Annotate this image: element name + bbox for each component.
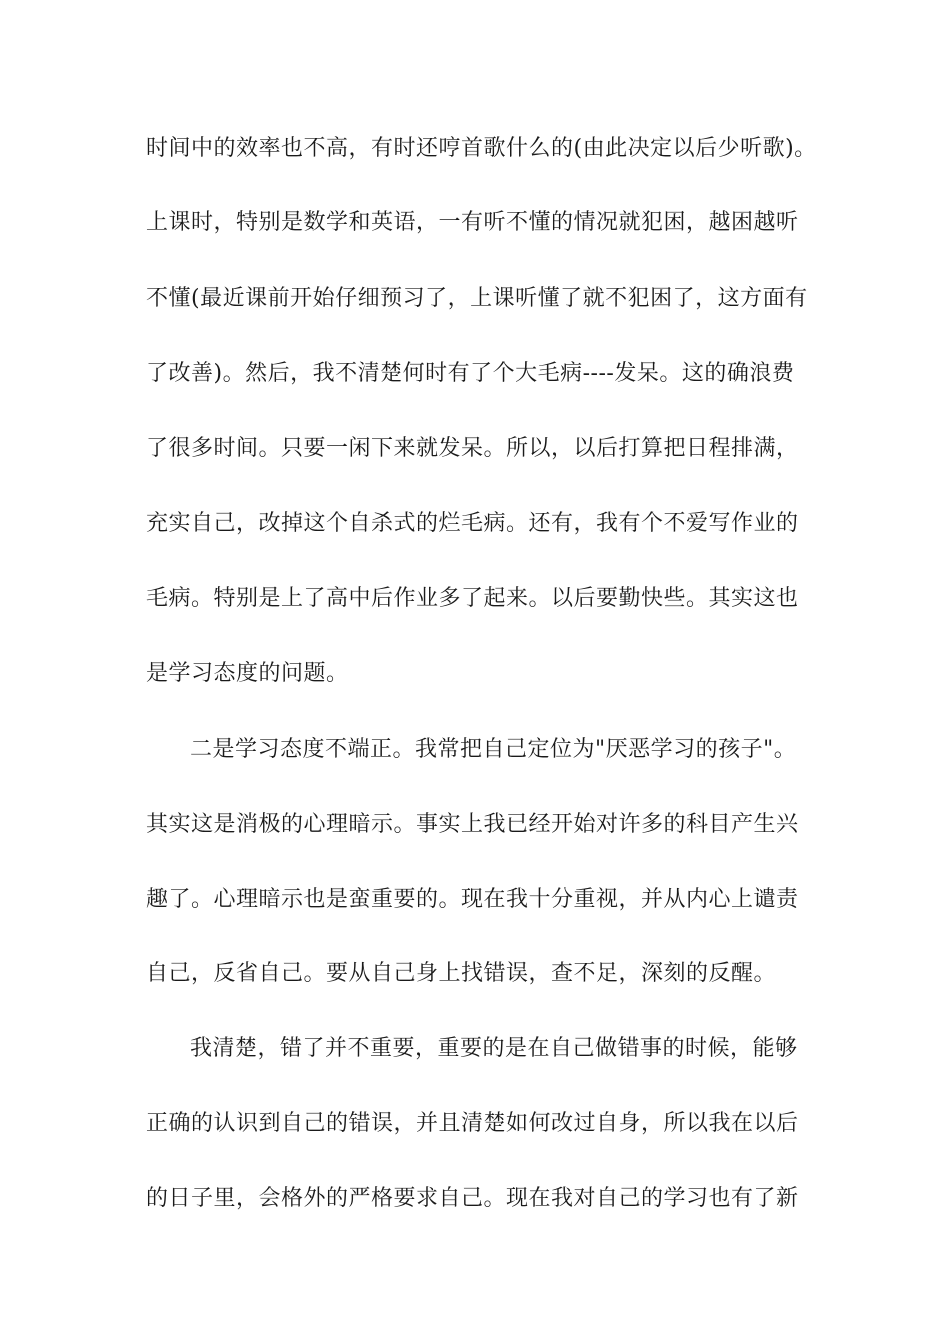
text-line: 上课时，特别是数学和英语，一有听不懂的情况就犯困，越困越听 bbox=[146, 210, 799, 235]
text-line: 了很多时间。只要一闲下来就发呆。所以，以后打算把日程排满， bbox=[146, 436, 799, 461]
text-line: 是学习态度的问题。 bbox=[146, 661, 349, 686]
text-line: 不懂(最近课前开始仔细预习了，上课听懂了就不犯困了，这方面有 bbox=[146, 286, 808, 311]
paragraph-start-line: 二是学习态度不端正。我常把自己定位为"厌恶学习的孩子"。 bbox=[190, 737, 797, 762]
text-line: 毛病。特别是上了高中后作业多了起来。以后要勤快些。其实这也 bbox=[146, 586, 799, 611]
text-line: 的日子里，会格外的严格要求自己。现在我对自己的学习也有了新 bbox=[146, 1186, 799, 1211]
text-line: 正确的认识到自己的错误，并且清楚如何改过自身，所以我在以后 bbox=[146, 1111, 799, 1136]
text-line: 充实自己，改掉这个自杀式的烂毛病。还有，我有个不爱写作业的 bbox=[146, 511, 799, 536]
text-line: 了改善)。然后，我不清楚何时有了个大毛病----发呆。这的确浪费 bbox=[146, 361, 795, 386]
paragraph-start-line: 我清楚，错了并不重要，重要的是在自己做错事的时候，能够 bbox=[190, 1036, 798, 1061]
text-line: 趣了。心理暗示也是蛮重要的。现在我十分重视，并从内心上谴责 bbox=[146, 887, 799, 912]
text-line: 自己，反省自己。要从自己身上找错误，查不足，深刻的反醒。 bbox=[146, 961, 777, 986]
text-line: 其实这是消极的心理暗示。事实上我已经开始对许多的科目产生兴 bbox=[146, 812, 799, 837]
text-line: 时间中的效率也不高，有时还哼首歌什么的(由此决定以后少听歌)。 bbox=[146, 136, 817, 161]
